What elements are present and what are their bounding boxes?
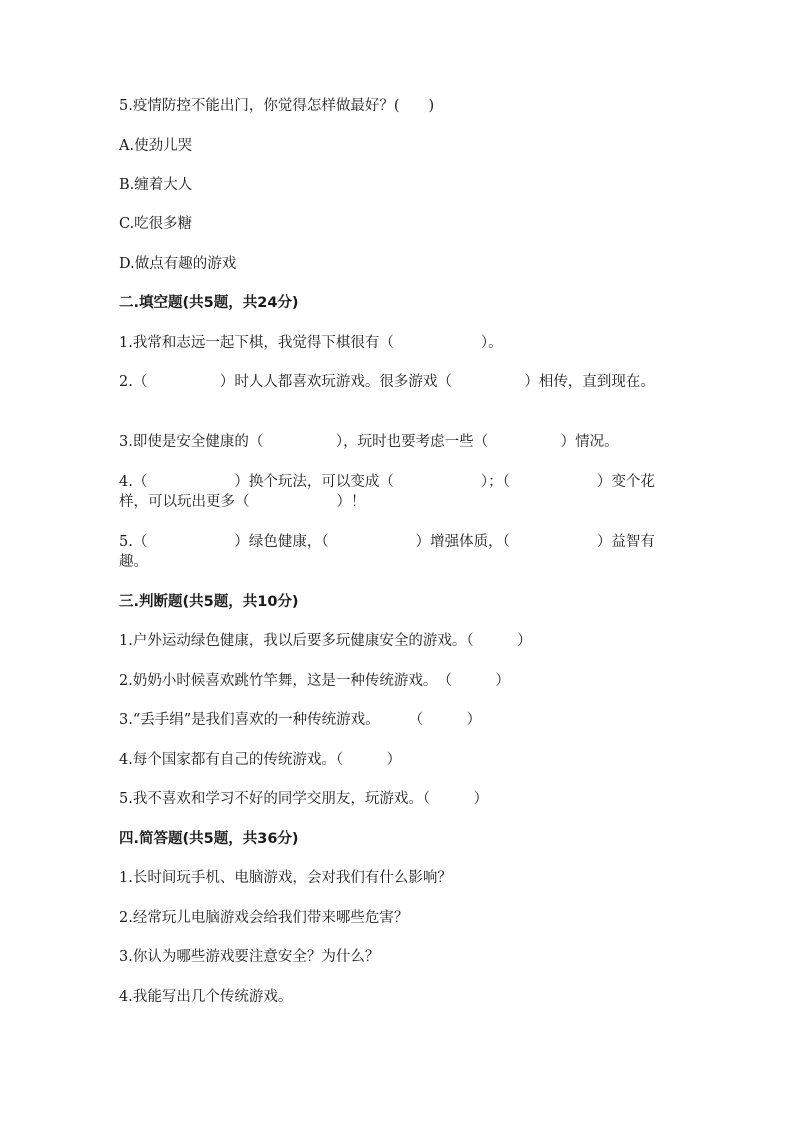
option-a: A.使劲儿哭: [119, 138, 193, 154]
true-false-item-3: 3.“丢手绢”是我们喜欢的一种传统游戏。 （ ）: [119, 712, 482, 728]
short-answer-item-4: 4.我能写出几个传统游戏。: [119, 989, 293, 1005]
true-false-item-1: 1.户外运动绿色健康，我以后要多玩健康安全的游戏。（ ）: [119, 633, 532, 649]
question-5-text: 5.疫情防控不能出门，你觉得怎样做最好？( ): [119, 98, 435, 114]
true-false-item-4: 4.每个国家都有自己的传统游戏。（ ）: [119, 752, 402, 768]
option-b: B.缠着大人: [119, 177, 193, 193]
section-heading-fill-blank: 二.填空题(共5题，共24分): [119, 295, 299, 311]
fill-blank-item-5: 5.（ ）绿色健康，（ ）增强体质，（ ）益智有趣。: [119, 534, 655, 570]
section-heading-short-answer: 四.简答题(共5题，共36分): [119, 831, 299, 847]
true-false-item-5: 5.我不喜欢和学习不好的同学交朋友，玩游戏。（ ）: [119, 791, 489, 807]
section-heading-true-false: 三.判断题(共5题，共10分): [119, 594, 299, 610]
true-false-item-2: 2.奶奶小时候喜欢跳竹竿舞，这是一种传统游戏。 （ ）: [119, 673, 510, 689]
fill-blank-item-1: 1.我常和志远一起下棋，我觉得下棋很有（ ）。: [119, 335, 503, 351]
option-c: C.吃很多糖: [119, 216, 193, 232]
short-answer-item-3: 3.你认为哪些游戏要注意安全？为什么？: [119, 949, 380, 965]
fill-blank-item-3: 3.即使是安全健康的（ ），玩时也要考虑一些（ ）情况。: [119, 434, 619, 450]
fill-blank-item-4: 4.（ ）换个玩法，可以变成（ ）；（ ）变个花样，可以玩出更多（ ）！: [119, 474, 655, 510]
short-answer-item-1: 1.长时间玩手机、电脑游戏，会对我们有什么影响？: [119, 870, 452, 886]
fill-blank-item-2: 2.（ ）时人人都喜欢玩游戏。很多游戏（ ）相传，直到现在。: [119, 374, 655, 390]
option-d: D.做点有趣的游戏: [119, 256, 237, 272]
short-answer-item-2: 2.经常玩儿电脑游戏会给我们带来哪些危害？: [119, 910, 409, 926]
